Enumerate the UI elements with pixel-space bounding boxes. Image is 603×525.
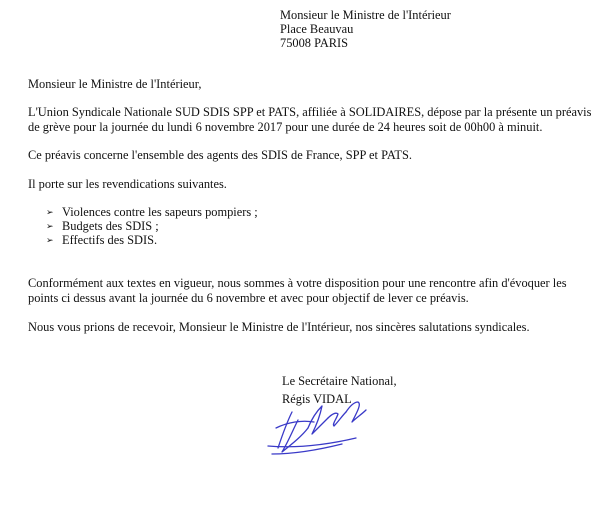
availability-line-2: points ci dessus avant la journée du 6 novembre et avec pour objectif de lever ce préavis. bbox=[28, 291, 469, 305]
intro-line-2: de grève pour la journée du lundi 6 novembre 2017 pour une durée de 24 heures soit de 00h00 à minuit. bbox=[28, 120, 543, 134]
arrowhead-bullet-icon: ➢ bbox=[46, 207, 54, 217]
signature-ink bbox=[268, 402, 366, 454]
recipient-line-2: Place Beauvau bbox=[280, 22, 354, 36]
list-item bbox=[46, 219, 258, 233]
availability-line-1: Conformément aux textes en vigueur, nous sommes à votre disposition pour une rencontre afin d'évoquer les bbox=[28, 276, 567, 290]
demand-text: Violences contre les sapeurs pompiers ; bbox=[62, 205, 258, 219]
demand-text: Effectifs des SDIS. bbox=[62, 233, 158, 247]
arrowhead-bullet-icon: ➢ bbox=[46, 235, 54, 245]
recipient-line-3: 75008 PARIS bbox=[280, 36, 349, 50]
demands-intro: Il porte sur les revendications suivantes. bbox=[28, 177, 227, 191]
arrowhead-bullet-icon: ➢ bbox=[46, 221, 54, 231]
demands-list bbox=[46, 205, 258, 247]
recipient-line-1: Monsieur le Ministre de l'Intérieur bbox=[280, 8, 451, 22]
handwritten-signature bbox=[262, 392, 382, 460]
signatory-name: Régis VIDAL bbox=[282, 392, 352, 406]
list-item bbox=[46, 233, 258, 247]
salutation: Monsieur le Ministre de l'Intérieur, bbox=[28, 77, 202, 91]
list-item bbox=[46, 205, 258, 219]
closing-formula: Nous vous prions de recevoir, Monsieur le Ministre de l'Intérieur, nos sincères salutations syndicales. bbox=[28, 320, 530, 334]
scope-paragraph: Ce préavis concerne l'ensemble des agents des SDIS de France, SPP et PATS. bbox=[28, 148, 412, 162]
demand-text: Budgets des SDIS ; bbox=[62, 219, 159, 233]
intro-line-1: L'Union Syndicale Nationale SUD SDIS SPP et PATS, affiliée à SOLIDAIRES, dépose par la présente un préavis bbox=[28, 105, 592, 119]
signatory-title: Le Secrétaire National, bbox=[282, 374, 397, 388]
